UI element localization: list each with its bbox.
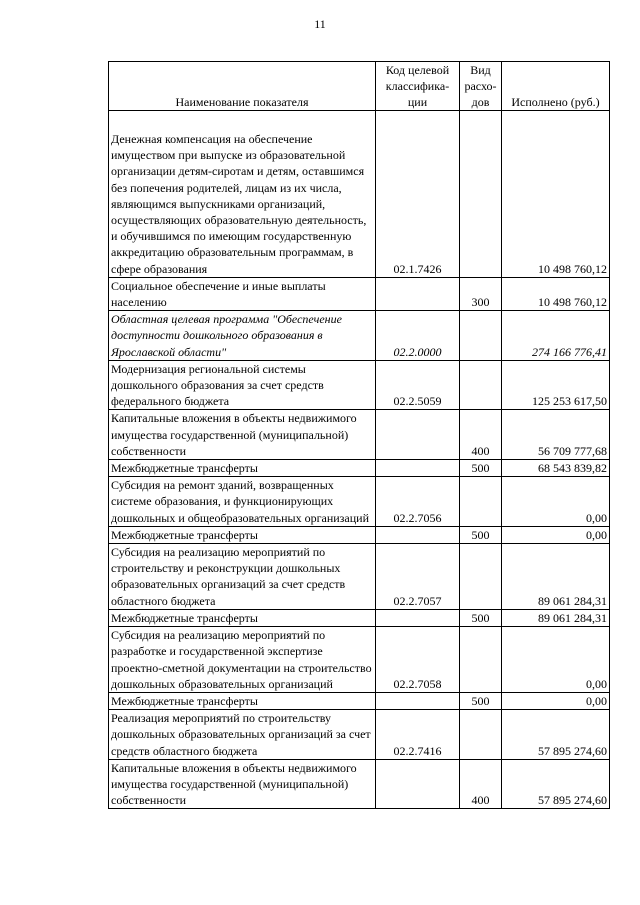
row-code-cell	[376, 692, 460, 709]
row-code-cell	[376, 460, 460, 477]
row-type-cell: 500	[460, 526, 502, 543]
row-code-cell	[376, 759, 460, 809]
row-code-cell: 02.2.7058	[376, 627, 460, 693]
row-sum-cell: 274 166 776,41	[502, 311, 610, 361]
table-row	[109, 460, 610, 477]
row-sum-cell: 89 061 284,31	[502, 609, 610, 626]
row-name-cell: Субсидия на ремонт зданий, возвращенных системе образования, и функционирующих дошкольных и общеобразовательных организаций	[109, 477, 376, 527]
row-sum-cell: 89 061 284,31	[502, 544, 610, 610]
table-row	[109, 360, 610, 410]
row-name-cell: Субсидия на реализацию мероприятий по разработке и государственной экспертизе проектно-сметной документации на строительство дошкольных образовательных организаций	[109, 627, 376, 693]
row-name-cell: Капитальные вложения в объекты недвижимого имущества государственной (муниципальной) собственности	[109, 410, 376, 460]
row-type-cell: 500	[460, 460, 502, 477]
row-name-cell: Межбюджетные трансферты	[109, 460, 376, 477]
row-sum-cell: 68 543 839,82	[502, 460, 610, 477]
row-type-cell: 500	[460, 692, 502, 709]
row-type-cell	[460, 710, 502, 760]
row-code-cell: 02.2.7056	[376, 477, 460, 527]
budget-execution-table	[108, 61, 610, 809]
table-row	[109, 609, 610, 626]
row-code-cell: 02.2.7057	[376, 544, 460, 610]
row-type-cell	[460, 111, 502, 278]
row-sum-cell: 10 498 760,12	[502, 277, 610, 310]
column-header-type: Вид расхо- дов	[460, 62, 502, 111]
row-name-cell: Социальное обеспечение и иные выплаты населению	[109, 277, 376, 310]
table-row	[109, 111, 610, 278]
row-name-cell: Модернизация региональной системы дошкольного образования за счет средств федерального бюджета	[109, 360, 376, 410]
row-type-cell: 500	[460, 609, 502, 626]
page-number: 11	[314, 17, 326, 31]
table-row	[109, 410, 610, 460]
row-name-cell: Областная целевая программа "Обеспечение доступности дошкольного образования в Ярославской области"	[109, 311, 376, 361]
row-type-cell	[460, 477, 502, 527]
table-row	[109, 627, 610, 693]
row-name-cell: Межбюджетные трансферты	[109, 526, 376, 543]
table-header-row	[109, 62, 610, 111]
row-sum-cell: 56 709 777,68	[502, 410, 610, 460]
row-type-cell: 300	[460, 277, 502, 310]
row-name-cell: Капитальные вложения в объекты недвижимого имущества государственной (муниципальной) собственности	[109, 759, 376, 809]
row-code-cell: 02.2.5059	[376, 360, 460, 410]
row-name-cell: Субсидия на реализацию мероприятий по строительству и реконструкции дошкольных образовательных организаций за счет средств областного бюджета	[109, 544, 376, 610]
row-code-cell	[376, 526, 460, 543]
row-type-cell: 400	[460, 759, 502, 809]
column-header-name: Наименование показателя	[109, 62, 376, 111]
table-row	[109, 544, 610, 610]
table-row	[109, 311, 610, 361]
row-code-cell	[376, 609, 460, 626]
table-row	[109, 526, 610, 543]
row-type-cell: 400	[460, 410, 502, 460]
row-type-cell	[460, 544, 502, 610]
table-row	[109, 692, 610, 709]
table-row	[109, 277, 610, 310]
row-sum-cell: 57 895 274,60	[502, 759, 610, 809]
row-name-cell: Межбюджетные трансферты	[109, 609, 376, 626]
row-code-cell: 02.2.0000	[376, 311, 460, 361]
row-name-cell: Межбюджетные трансферты	[109, 692, 376, 709]
table-body	[109, 111, 610, 809]
row-code-cell: 02.1.7426	[376, 111, 460, 278]
row-code-cell	[376, 277, 460, 310]
row-name-cell: Реализация мероприятий по строительству дошкольных образовательных организаций за счет средств областного бюджета	[109, 710, 376, 760]
column-header-sum: Исполнено (руб.)	[502, 62, 610, 111]
row-sum-cell: 10 498 760,12	[502, 111, 610, 278]
row-type-cell	[460, 311, 502, 361]
row-sum-cell: 57 895 274,60	[502, 710, 610, 760]
row-sum-cell: 0,00	[502, 526, 610, 543]
row-code-cell	[376, 410, 460, 460]
row-sum-cell: 0,00	[502, 627, 610, 693]
column-header-code: Код целевой классифика- ции	[376, 62, 460, 111]
table-row	[109, 759, 610, 809]
row-name-cell: Денежная компенсация на обеспечение имуществом при выпуске из образовательной организации детям-сиротам и детям, оставшимся без попечения родителей, лицам из их числа, являющимся выпускниками организаций, осуществляющих образовательную деятельность, и обучившимся по имеющим государственную аккредитацию образовательным программам, в сфере образования	[109, 111, 376, 278]
row-code-cell: 02.2.7416	[376, 710, 460, 760]
row-type-cell	[460, 360, 502, 410]
table-row	[109, 477, 610, 527]
row-sum-cell: 0,00	[502, 692, 610, 709]
table-row	[109, 710, 610, 760]
row-sum-cell: 0,00	[502, 477, 610, 527]
row-type-cell	[460, 627, 502, 693]
row-sum-cell: 125 253 617,50	[502, 360, 610, 410]
